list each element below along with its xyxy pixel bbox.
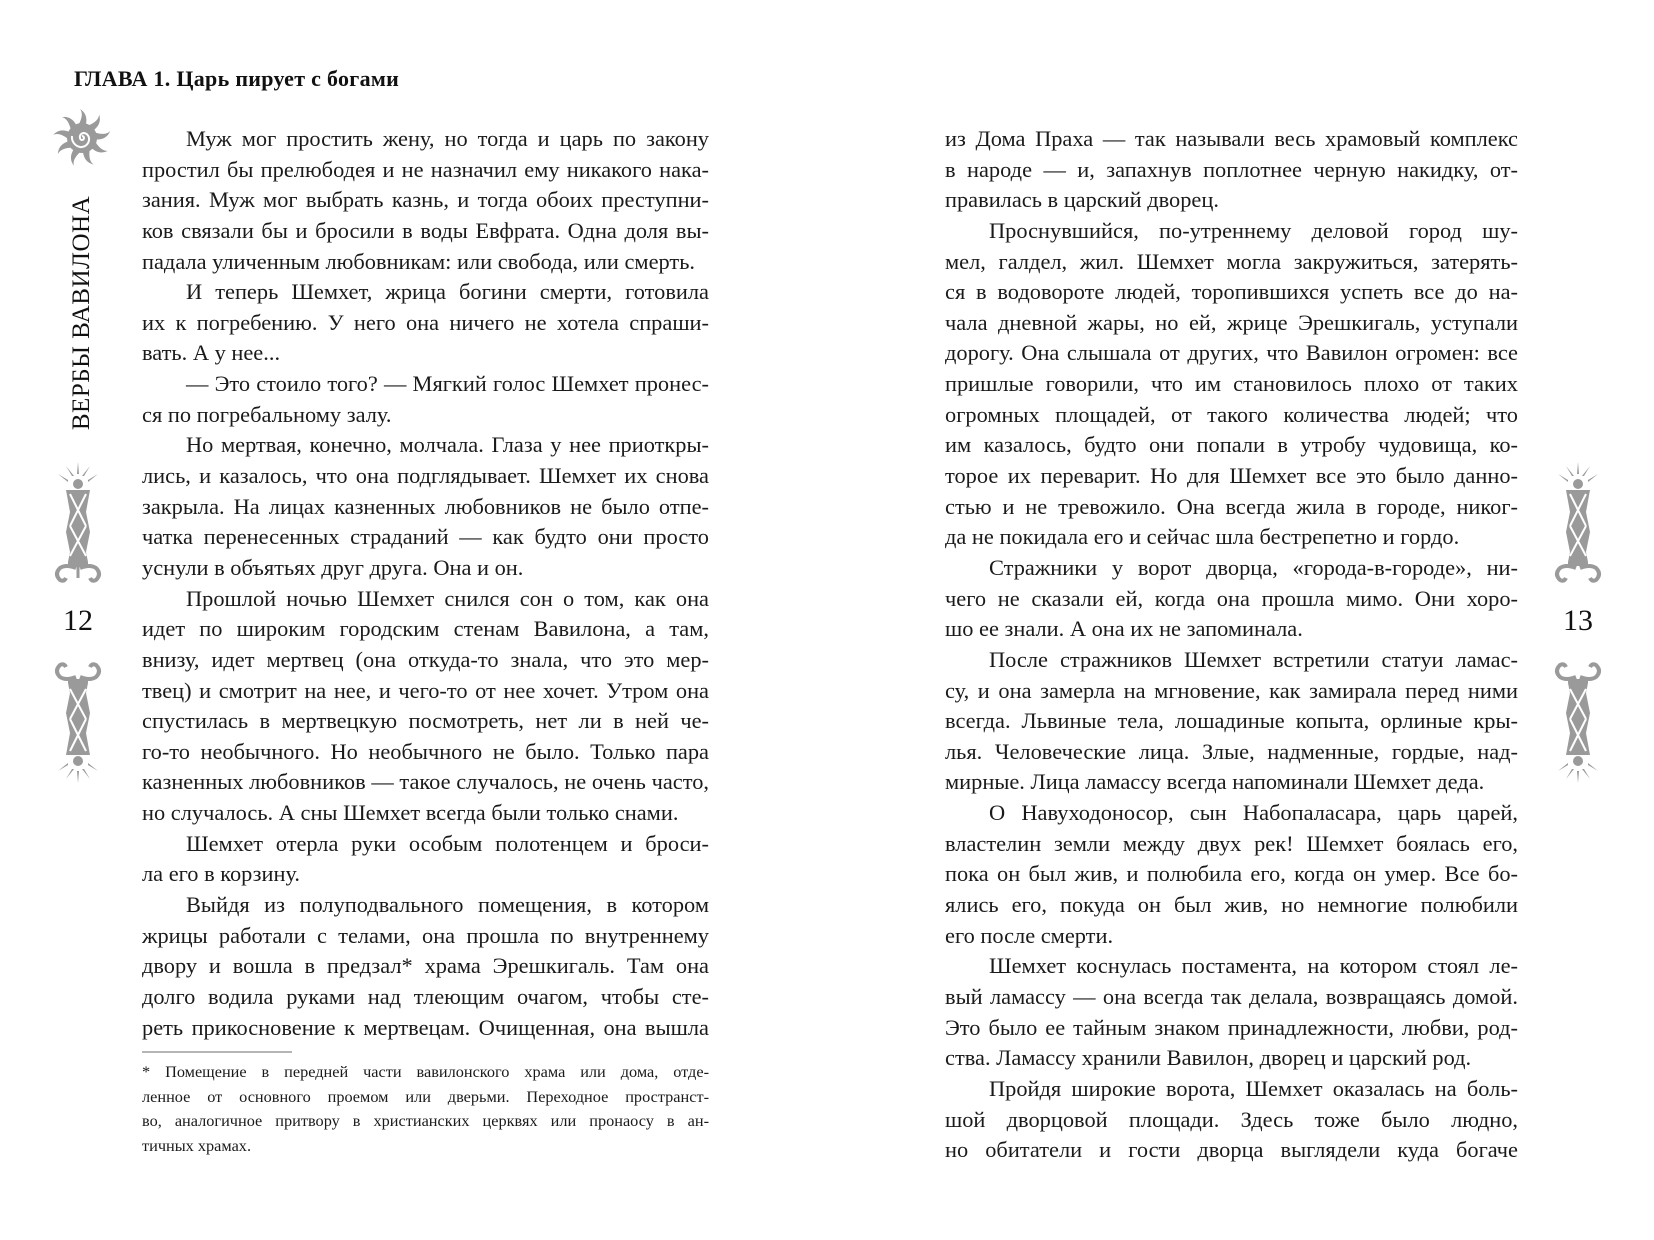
text-line: реть прикосновение к мертвецам. Очищенная, она вышла xyxy=(142,1014,709,1040)
text-line: И теперь Шемхет, жрица богини смерти, готовила xyxy=(186,279,709,305)
sun-spiral-icon xyxy=(52,108,112,168)
text-line: * Помещение в передней части вавилонского храма или дома, отде- xyxy=(142,1062,709,1081)
book-title-vertical xyxy=(66,190,98,435)
text-line: Но мертвая, конечно, молчала. Глаза у нее приоткры- xyxy=(186,432,709,458)
text-line: Выйдя из полуподвального помещения, в котором xyxy=(186,892,709,918)
text-line: уснули в объятьях друг друга. Она и он. xyxy=(142,554,524,580)
text-line: их к погребению. У него она ничего не хотела спраши- xyxy=(142,309,709,335)
text-line: Муж мог простить жену, но тогда и царь по закону xyxy=(186,126,709,151)
text-line: чатка перенесенных страданий — как будто они просто xyxy=(142,524,709,550)
footnote-divider xyxy=(142,1051,292,1053)
text-line: О Навуходоносор, сын Набопаласара, царь царей, xyxy=(989,800,1518,826)
text-line: су, и она замерла на мгновение, как замирала перед ними xyxy=(945,677,1518,703)
text-line: торое их переварит. Но для Шемхет все это было данно- xyxy=(945,463,1518,489)
text-line: После стражников Шемхет встретили статуи ламас- xyxy=(989,646,1518,672)
text-line: двору и вошла в предзал* храма Эрешкигаль. Там она xyxy=(142,953,709,979)
text-line: Пройдя широкие ворота, Шемхет оказалась на боль- xyxy=(989,1075,1518,1101)
text-line: дорогу. Она слышала от других, что Вавилон огромен: все xyxy=(945,340,1518,366)
text-line: го-то необычного. Но необычного не было. Только пара xyxy=(142,738,709,764)
text-line: всегда. Львиные тела, лошадиные копыта, орлиные кры- xyxy=(945,708,1518,734)
text-line: Стражники у ворот дворца, «города-в-городе», ни- xyxy=(989,554,1518,580)
text-line: ся по погребальному залу. xyxy=(142,401,392,427)
text-line: Это было ее тайным знаком принадлежности, любви, род- xyxy=(945,1014,1518,1040)
text-line: но случалось. А сны Шемхет всегда были только снами. xyxy=(142,800,679,826)
text-line: — Это стоило того? — Мягкий голос Шемхет пронес- xyxy=(186,371,709,397)
text-line: шо ее знали. А она их не запоминала. xyxy=(945,616,1303,642)
column-ornament-icon xyxy=(52,655,104,785)
text-line: в народе — и, запахнув поплотнее черную накидку, от- xyxy=(945,156,1518,182)
text-line: долго водила руками над тлеющим очагом, чтобы сте- xyxy=(142,983,709,1009)
text-line: чала дневной жары, но ей, жрице Эрешкигаль, уступали xyxy=(945,309,1518,335)
text-line: тичных храмах. xyxy=(142,1135,252,1155)
page-number-right: 13 xyxy=(1563,604,1593,637)
text-line: во, аналогичное притвору в христианских церквях или пронаосу в ан- xyxy=(142,1111,709,1130)
text-line: ков связали бы и бросили в воды Евфрата. Одна доля вы- xyxy=(142,217,709,243)
text-line: пока он был жив, и полюбила его, когда он умер. Все бо- xyxy=(945,861,1518,887)
footnote xyxy=(142,1060,709,1158)
text-line: вать. А у нее... xyxy=(142,340,281,366)
text-line: лись, и казалось, что она подглядывает. Шемхет их снова xyxy=(142,463,709,489)
text-line: жрицы работали с телами, она прошла по внутреннему xyxy=(142,922,709,948)
text-line: вый ламассу — она всегда так делала, возвращаясь домой. xyxy=(945,983,1518,1009)
text-line: властелин земли между двух рек! Шемхет боялась его, xyxy=(945,830,1518,856)
text-line: казненных любовников — такое случалось, не очень часто, xyxy=(142,769,709,795)
text-line: Шемхет отерла руки особым полотенцем и броси- xyxy=(186,830,709,856)
text-line: падала уличенным любовникам: или свобода, или смерть. xyxy=(142,248,696,274)
text-line: шой дворцовой площади. Здесь тоже было людно, xyxy=(945,1106,1518,1132)
text-line: ства. Ламассу хранили Вавилон, дворец и царский род. xyxy=(945,1045,1472,1071)
text-line: ялись его, покуда он был жив, но немногие полюбили xyxy=(945,892,1518,918)
column-ornament-icon xyxy=(52,460,104,590)
text-line: правилась в царский дворец. xyxy=(945,187,1219,213)
text-line: стью и не тревожило. Она всегда жила в городе, никог- xyxy=(945,493,1518,519)
text-line: внизу, идет мертвец (она откуда-то знала, что это мер- xyxy=(142,646,709,672)
text-line: да не покидала его и сейчас шла бестрепетно и гордо. xyxy=(945,524,1460,550)
text-line: им казалось, будто они попали в утробу чудовища, ко- xyxy=(945,432,1518,458)
text-line: зания. Муж мог выбрать казнь, и тогда обоих преступни- xyxy=(142,187,709,213)
text-line: твец) и смотрит на нее, и чего-то от нее хочет. Утром она xyxy=(142,677,709,703)
text-line: пришлые говорили, что им становилось плохо от таких xyxy=(945,371,1518,397)
text-line: идет по широким городским стенам Вавилона, а там, xyxy=(142,616,709,642)
text-line: Шемхет коснулась постамента, на котором стоял ле- xyxy=(989,953,1518,979)
right-page-body xyxy=(945,124,1518,1166)
text-line: лья. Человеческие лица. Злые, надменные, гордые, над- xyxy=(945,738,1518,764)
text-line: спустилась в мертвецкую посмотреть, нет ли в ней че- xyxy=(142,708,709,734)
text-line: простил бы прелюбодея и не назначил ему никакого нака- xyxy=(142,156,709,182)
text-line: мел, галдел, жил. Шемхет могла закружиться, затерять- xyxy=(945,248,1518,274)
page-number-left: 12 xyxy=(63,604,93,637)
left-page-body xyxy=(142,124,709,1043)
column-ornament-icon xyxy=(1552,460,1604,590)
text-line: закрыла. На лицах казненных любовников не было отпе- xyxy=(142,493,709,519)
text-line: но обитатели и гости дворца выглядели куда богаче xyxy=(945,1137,1518,1163)
text-line: ла его в корзину. xyxy=(142,861,301,887)
text-line: чего не сказали ей, когда она прошла мимо. Они хоро- xyxy=(945,585,1518,611)
book-title-text: ВЕРБЫ ВАВИЛОНА xyxy=(68,195,95,430)
chapter-header: ГЛАВА 1. Царь пирует с богами xyxy=(74,66,400,91)
column-ornament-icon xyxy=(1552,655,1604,785)
text-line: мирные. Лица ламассу всегда напоминали Шемхет деда. xyxy=(945,769,1485,795)
text-line: ся в водовороте людей, торопившихся успеть все до на- xyxy=(945,279,1518,305)
text-line: ленное от основного проемом или дверьми. Переходное пространст- xyxy=(142,1086,709,1106)
text-line: Проснувшийся, по-утреннему деловой город шу- xyxy=(989,217,1518,243)
text-line: Прошлой ночью Шемхет снился сон о том, как она xyxy=(186,585,709,611)
text-line: его после смерти. xyxy=(945,922,1114,948)
text-line: огромных площадей, от такого количества людей; что xyxy=(945,401,1518,427)
text-line: из Дома Праха — так называли весь храмовый комплекс xyxy=(945,126,1518,151)
